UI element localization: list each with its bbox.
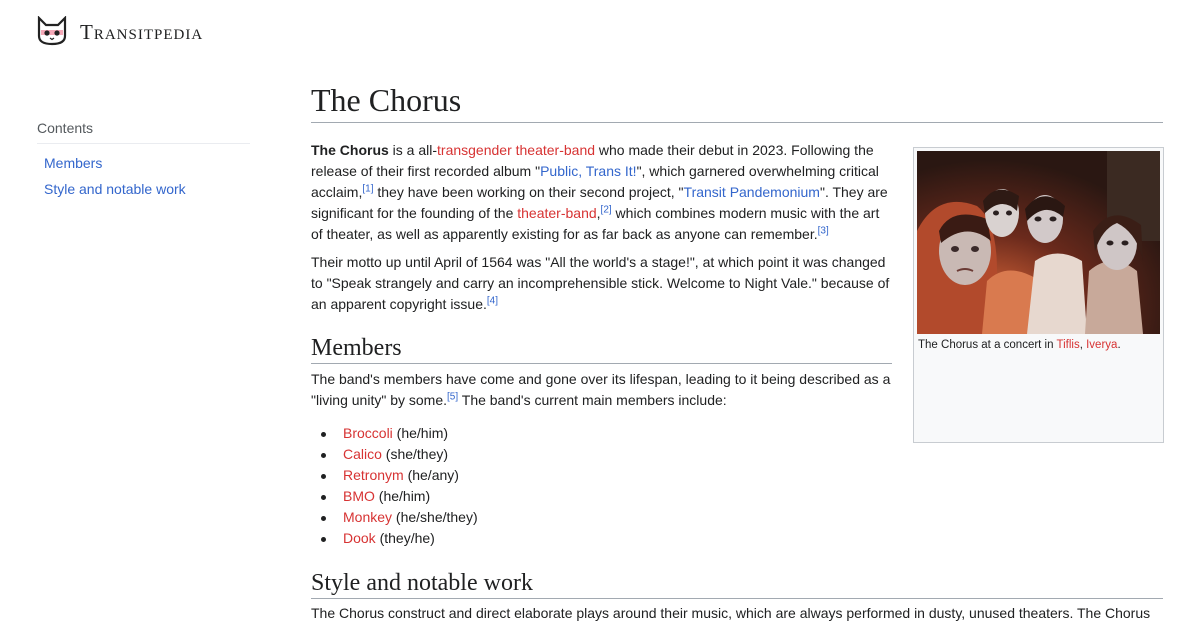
intro-paragraph <box>311 140 891 245</box>
link-tiflis[interactable]: Tiflis <box>1056 339 1080 351</box>
reference-3[interactable]: [3] <box>817 225 829 237</box>
member-link-retronym[interactable]: Retronym <box>343 467 404 483</box>
members-paragraph <box>311 369 901 411</box>
article-content <box>311 80 1163 621</box>
member-link-bmo[interactable]: BMO <box>343 488 375 504</box>
motto-text: Their motto up until April of 1564 was "All the world's a stage!", at which point it was changed to "Speak strangely and carry an incomprehensible stick. Welcome to Night Vale." because of an apparent copyright issue. <box>311 254 890 312</box>
member-link-monkey[interactable]: Monkey <box>343 509 393 525</box>
intro-text: ". They are significant for the founding of the <box>311 184 888 221</box>
toc-item-style-and-notable-work[interactable]: Style and notable work <box>44 181 186 197</box>
reference-5[interactable]: [5] <box>447 391 459 403</box>
member-pronouns: (he/she/they) <box>392 509 478 525</box>
intro-text: which combines modern music with the art of theater, as well as apparently existing for as far back as anyone can remember. <box>311 205 880 242</box>
member-link-calico[interactable]: Calico <box>343 446 382 462</box>
infobox-caption <box>918 337 1121 353</box>
section-heading-style-and-notable-work: Style and notable work <box>311 568 1163 599</box>
site-name[interactable]: Transitpedia <box>80 20 204 44</box>
member-link-broccoli[interactable]: Broccoli <box>343 425 393 441</box>
link-transit-pandemonium[interactable]: Transit Pandemonium <box>683 184 820 200</box>
intro-text: who made their debut in 2023. Following the release of their first recorded album " <box>311 142 874 179</box>
list-item <box>311 465 478 486</box>
section-heading-members: Members <box>311 333 892 364</box>
members-list <box>311 423 478 549</box>
article-subject: The Chorus <box>311 142 389 158</box>
list-item <box>311 486 478 507</box>
member-pronouns: (he/him) <box>374 488 431 504</box>
motto-paragraph <box>311 252 891 315</box>
link-iverya[interactable]: Iverya <box>1086 339 1118 351</box>
member-pronouns: (they/he) <box>375 530 435 546</box>
site-header <box>0 0 1200 64</box>
band-photo[interactable] <box>917 151 1160 334</box>
page-title: The Chorus <box>311 80 1163 123</box>
intro-text: ", which garnered overwhelming critical acclaim, <box>311 163 879 200</box>
toc-item-members[interactable]: Members <box>44 155 103 171</box>
list-item <box>311 444 478 465</box>
member-link-dook[interactable]: Dook <box>343 530 376 546</box>
toc-title: Contents <box>37 120 250 144</box>
cat-logo-icon[interactable] <box>36 16 68 46</box>
list-item <box>311 423 478 444</box>
link-theater-band[interactable]: theater-band <box>517 205 597 221</box>
member-pronouns: (she/they) <box>381 446 449 462</box>
caption-text: The Chorus at a concert in <box>918 339 1057 351</box>
reference-4[interactable]: [4] <box>486 295 499 307</box>
list-item <box>311 507 478 528</box>
link-transgender-theater-band[interactable]: transgender theater-band <box>437 142 596 158</box>
reference-1[interactable]: [1] <box>362 183 374 195</box>
infobox-figure <box>913 147 1164 443</box>
member-pronouns: (he/him) <box>392 425 449 441</box>
caption-separator: , <box>1079 339 1087 351</box>
intro-text: is a all- <box>388 142 438 158</box>
table-of-contents <box>37 120 250 202</box>
link-album[interactable]: Public, Trans It! <box>540 163 637 179</box>
caption-suffix: . <box>1117 339 1121 351</box>
style-paragraph: The Chorus construct and direct elaborate plays around their music, which are always performed in dusty, unused theaters. The Chorus <box>311 605 1151 621</box>
members-text: The band's current main members include: <box>458 392 727 408</box>
reference-2[interactable]: [2] <box>600 204 612 216</box>
intro-text: they have been working on their second project, " <box>373 184 684 200</box>
members-text: The band's members have come and gone over its lifespan, leading to it being described as a "living unity" by some. <box>311 371 891 408</box>
list-item <box>311 528 478 549</box>
member-pronouns: (he/any) <box>403 467 459 483</box>
intro-text: , <box>596 205 601 221</box>
